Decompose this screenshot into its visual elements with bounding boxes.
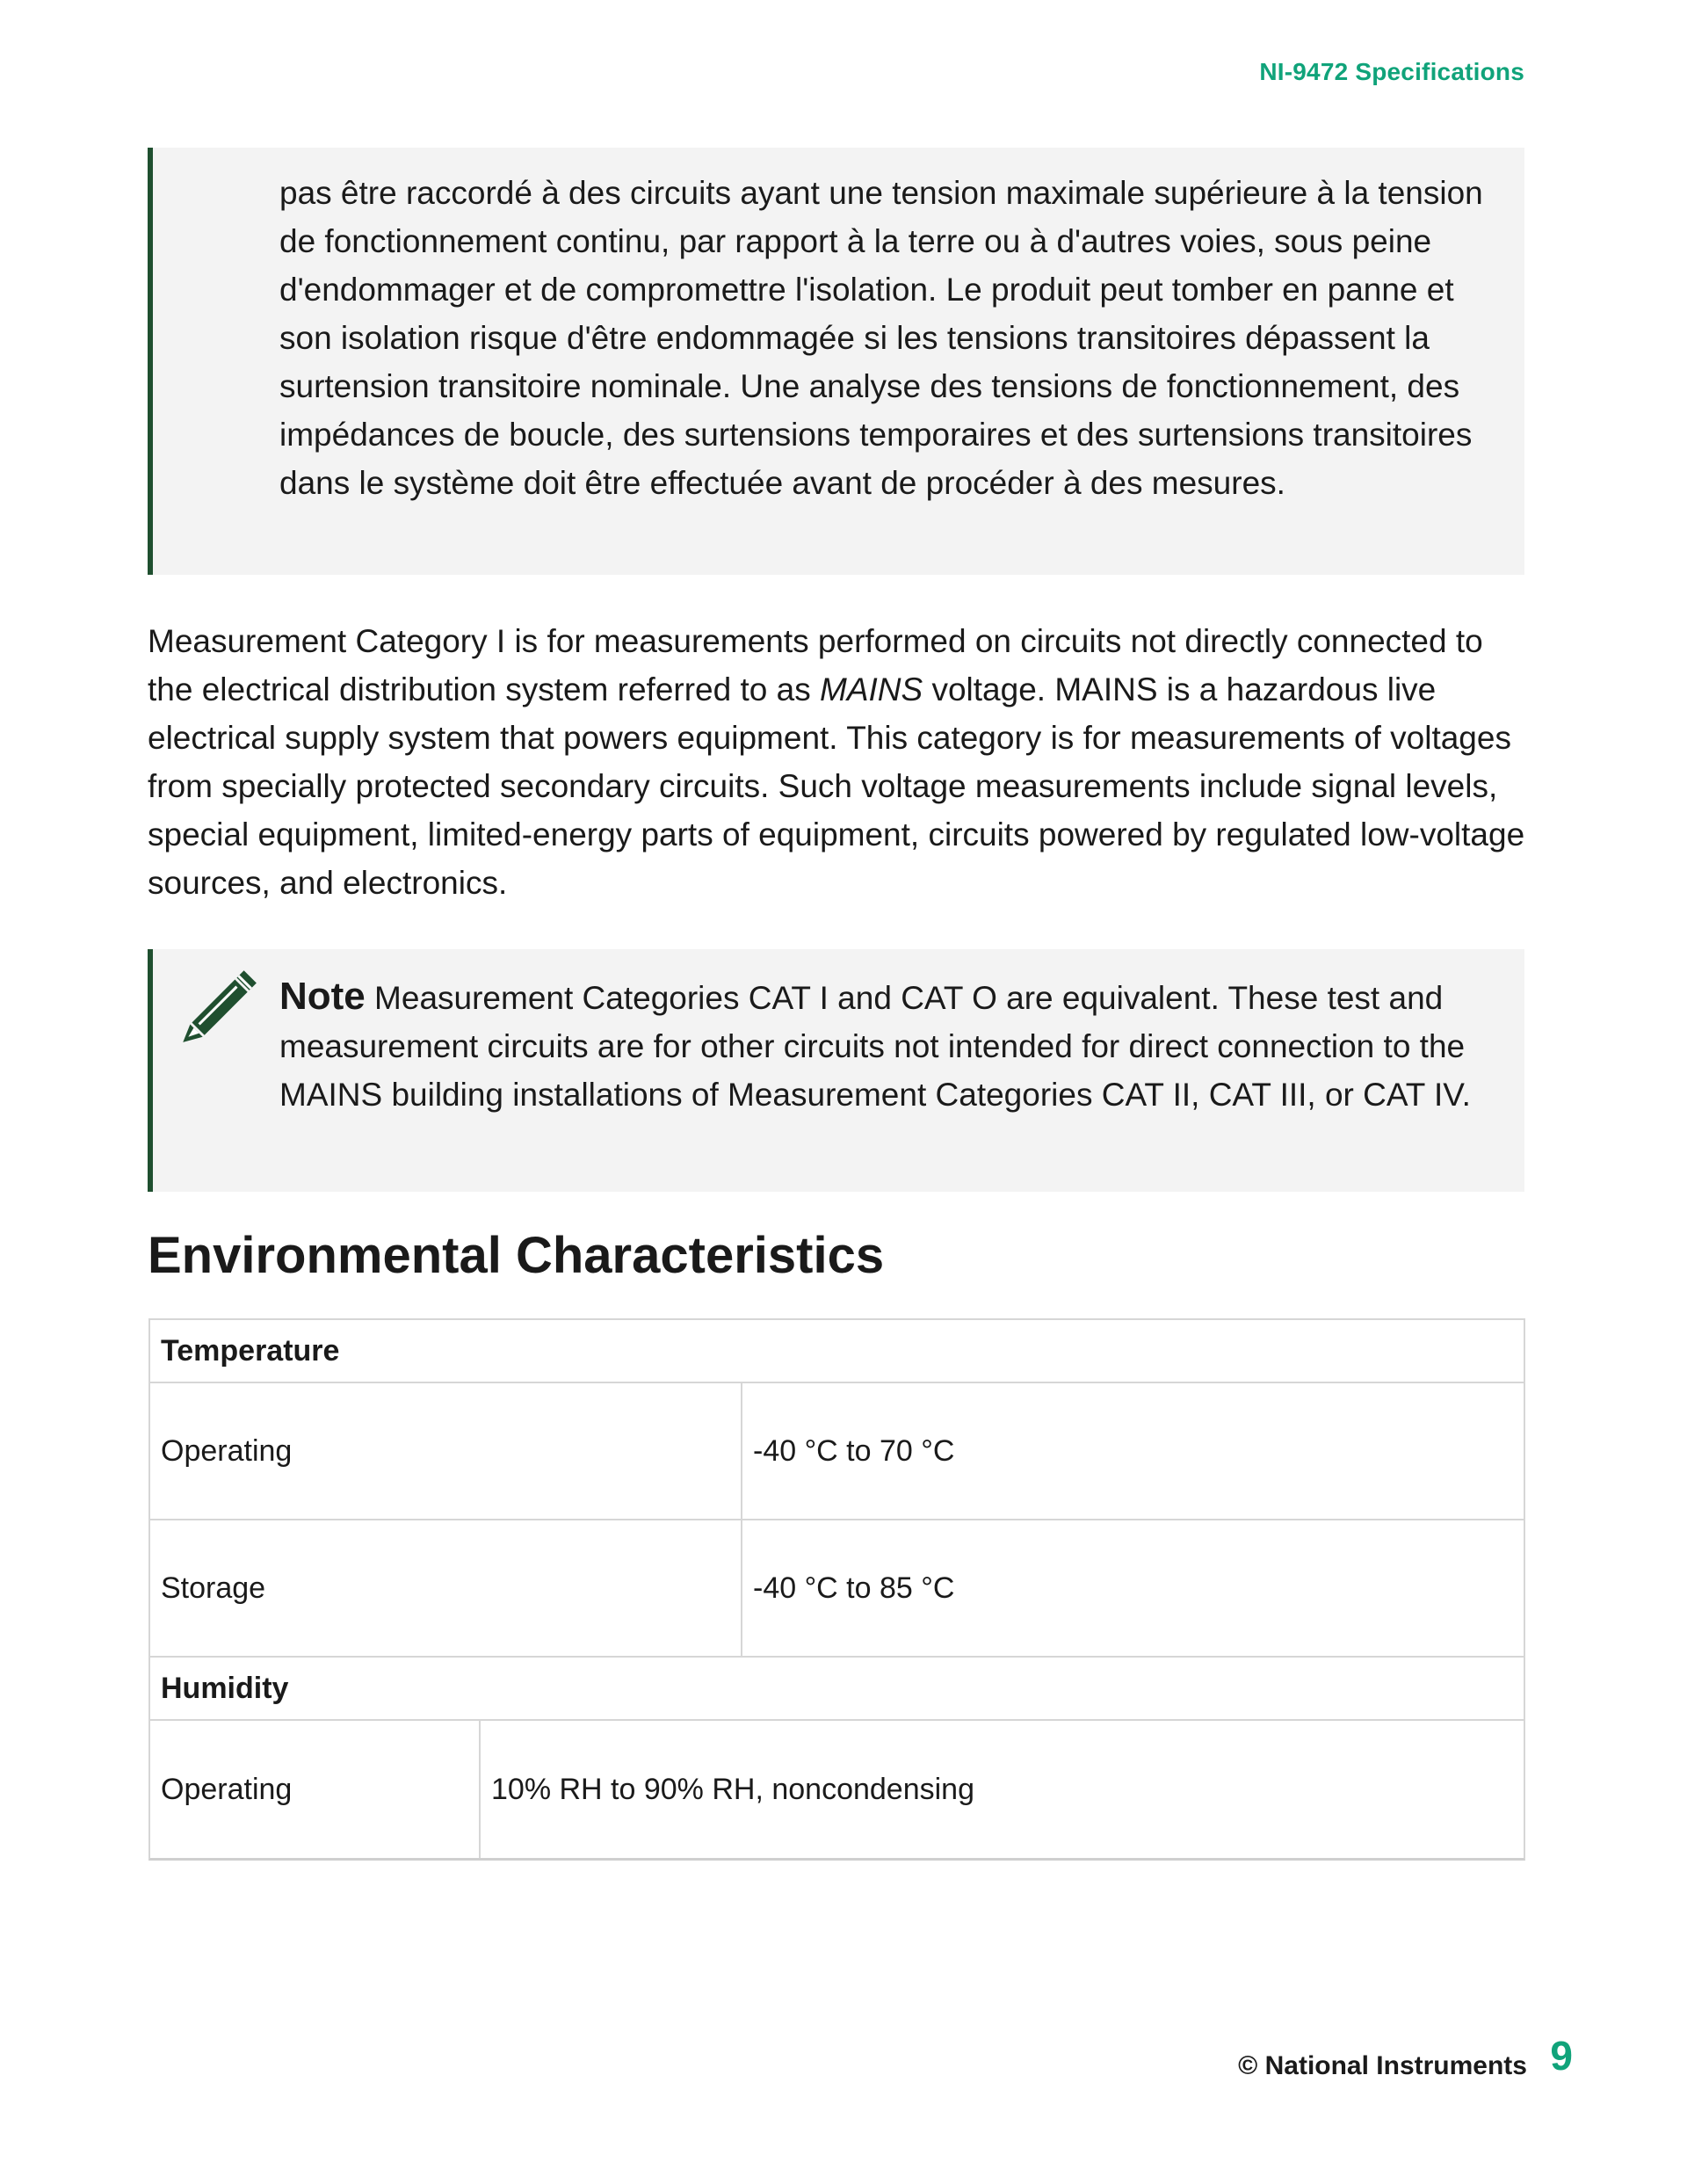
note-callout (148, 949, 1524, 1192)
warning-callout (148, 148, 1524, 575)
row-value: -40 °C to 70 °C (741, 1383, 1524, 1519)
table-section-header (150, 1658, 1524, 1721)
footer-copyright: © National Instruments (1238, 2051, 1527, 2080)
row-label: Operating (161, 1772, 293, 1806)
mains-emphasis: MAINS (820, 671, 923, 707)
pencil-icon (172, 958, 262, 1048)
row-label: Operating (161, 1433, 293, 1468)
row-value: 10% RH to 90% RH, noncondensing (479, 1721, 1524, 1858)
note-label: Note (279, 975, 366, 1018)
section-heading: Environmental Characteristics (148, 1227, 885, 1284)
table-row (150, 1383, 1524, 1520)
row-label: Storage (161, 1571, 266, 1605)
page-header-title: NI-9472 Specifications (1259, 58, 1524, 85)
page-number: 9 (1550, 2033, 1573, 2079)
humidity-header: Humidity (161, 1671, 289, 1705)
environmental-table (148, 1318, 1525, 1861)
paragraph-text-end: voltage. MAINS is a hazardous live electrical supply system that powers equipment. This category is for measurements of voltages from specially protected secondary circuits. Such voltage measurements include signal levels, special equipment, limited-energy parts of equipment, circuits powered by regulated low-voltage sources, and electronics. (148, 671, 1525, 901)
paragraph-text-start: Measurement Category I is for measurements performed on circuits not directly connected to the electrical distribution system referred to as (148, 623, 1483, 707)
row-value: -40 °C to 85 °C (741, 1520, 1524, 1656)
temperature-header: Temperature (161, 1333, 340, 1368)
table-row (150, 1721, 1524, 1858)
table-row (150, 1520, 1524, 1658)
warning-text: pas être raccordé à des circuits ayant une tension maximale supérieure à la tension de fonctionnement continu, par rapport à la terre ou à d'autres voies, sous peine d'endommager et de compromettre l'isolation. Le produit peut tomber en panne et son isolation risque d'être endommagée si les tensions transitoires dépassent la surtension transitoire nominale. Une analyse des tensions de fonctionnement, des impédances de boucle, des surtensions temporaires et des surtensions transitoires dans le système doit être effectuée avant de procéder à des mesures. (279, 175, 1483, 501)
table-section-header (150, 1320, 1524, 1383)
measurement-category-paragraph (148, 617, 1527, 907)
note-text: Measurement Categories CAT I and CAT O are equivalent. These test and measurement circuits are for other circuits not intended for direct connection to the MAINS building installations of Measurement Categories CAT II, CAT III, or CAT IV. (279, 980, 1471, 1113)
note-body (279, 972, 1507, 1119)
